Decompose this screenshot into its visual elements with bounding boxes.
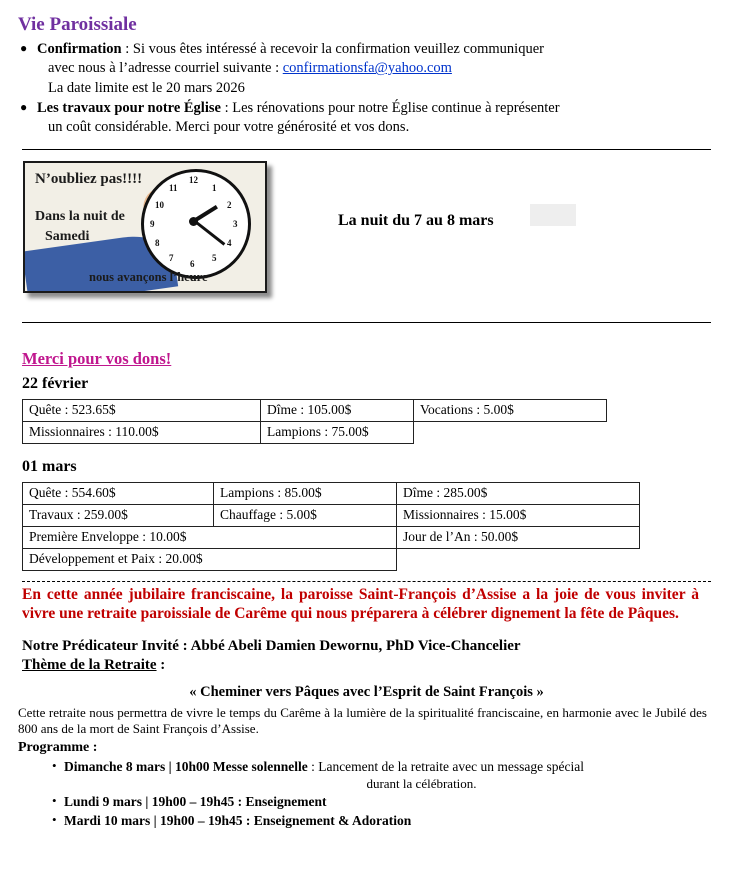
image-line-2: Dans la nuit de [35,209,125,225]
clock-number: 8 [155,238,160,249]
table-row [23,505,640,527]
bullet-dot-icon: • [52,757,57,773]
bullet-dot-icon: • [52,811,57,827]
bullet-dot-icon: ● [20,99,28,114]
bullet-text: Les rénovations pour notre Église continue à représenter [232,99,560,116]
table-cell: Dîme : 105.00$ [261,400,414,422]
clock-number: 6 [190,259,195,270]
clock-number: 3 [233,219,238,230]
bullet-label: Les travaux pour notre Église [37,99,221,116]
table-row [23,400,607,422]
clock-number: 11 [169,183,178,194]
divider-top [22,149,711,150]
table-cell: Jour de l’An : 50.00$ [397,527,640,549]
theme-quote: « Cheminer vers Pâques avec l’Esprit de Saint François » [189,684,544,701]
list-item [20,99,713,138]
image-line-3: Samedi [45,229,90,245]
highlight-box [530,204,576,226]
dons-date-2: 01 mars [22,458,77,476]
programme-item-bold: Lundi 9 mars | 19h00 – 19h45 : Enseignement [64,794,327,810]
dons-title [0,323,733,369]
clock-number: 10 [155,200,164,211]
predicateur-sep: : [178,638,191,655]
retreat-intro: En cette année jubilaire franciscaine, la paroisse Saint-François d’Assise a la joie de vous inviter à vivre une retraite paroissiale de Carême qui nous préparera à célébrer dignement la fête de Pâques. [22,586,699,623]
list-item [52,794,709,811]
bullet-sep: : [220,99,233,116]
programme-item-sub: durant la célébration. [366,775,477,791]
bullet-line3: La date limite est le 20 mars 2026 [48,79,245,96]
programme-list [0,756,733,830]
nuit-caption: La nuit du 7 au 8 mars [338,212,494,230]
clock-face-icon [141,169,251,279]
bullet-line2-prefix: avec nous à l’adresse courriel suivante : [48,60,283,77]
clock-number: 5 [212,253,217,264]
programme-item-rest: : Lancement de la retraite avec un message spécial [307,758,584,774]
clock-number: 2 [227,200,232,211]
table-row [23,422,607,444]
dons-title-text: Merci pour vos dons! [22,349,172,369]
bullet-sep: : [121,41,133,57]
page-title: Vie Paroissiale [18,14,137,35]
list-item [20,40,713,98]
theme-sep: : [156,657,166,674]
daylight-saving-image [23,161,267,293]
donations-table-2 [22,482,640,571]
table-cell: Missionnaires : 110.00$ [23,422,261,444]
bullet-line2 [37,59,713,78]
table-cell: Lampions : 85.00$ [214,483,397,505]
table-cell-empty [414,422,607,444]
list-item [52,813,709,830]
bullet-dot-icon: ● [20,41,28,55]
table-cell: Chauffage : 5.00$ [214,505,397,527]
clock-number: 1 [212,183,217,194]
theme-line [0,655,733,674]
bullet-dot-icon: • [52,793,57,809]
email-link[interactable]: confirmationsfa@yahoo.com [282,60,452,77]
predicateur-name: Abbé Abeli Damien Dewornu, PhD Vice-Chancelier [190,638,521,655]
table-row [23,527,640,549]
image-line-4: nous avançons l’heure [89,270,208,285]
image-line-1: N’oubliez pas!!!! [35,171,143,188]
programme-item-bold: Mardi 10 mars | 19h00 – 19h45 : Enseignement & Adoration [64,812,412,828]
bullet-text: Si vous êtes intéressé à recevoir la confirmation veuillez communiquer [132,41,544,57]
programme-item-bold: Dimanche 8 mars | 10h00 Messe solennelle [64,758,308,774]
list-item [52,759,709,792]
bullet-label: Confirmation [37,41,122,57]
predicateur-line [0,624,733,655]
clock-illustration-row [0,156,733,316]
bullet-line2: un coût considérable. Merci pour votre générosité et vos dons. [48,119,410,136]
clock-minute-hand [193,220,225,246]
dons-date-1: 22 février [22,375,89,393]
clock-number: 7 [169,253,174,264]
table-row [23,549,640,571]
programme-label: Programme : [18,739,98,755]
table-cell-empty [397,549,640,571]
table-cell: Vocations : 5.00$ [414,400,607,422]
table-cell: Développement et Paix : 20.00$ [23,549,397,571]
clock-number: 4 [227,238,232,249]
table-cell: Première Enveloppe : 10.00$ [23,527,397,549]
clock-number: 12 [189,175,198,186]
table-cell: Travaux : 259.00$ [23,505,214,527]
donations-table-1 [22,399,607,444]
table-cell: Quête : 554.60$ [23,483,214,505]
retreat-description: Cette retraite nous permettra de vivre le temps du Carême à la lumière de la spiritualité franciscaine, en harmonie avec le Jubilé des 800 ans de la mort de Saint François d’Assise. [18,705,707,737]
table-row [23,483,640,505]
table-cell: Quête : 523.65$ [23,400,261,422]
theme-label: Thème de la Retraite [22,657,157,674]
predicateur-label: Notre Prédicateur Invité [22,638,179,655]
table-cell: Missionnaires : 15.00$ [397,505,640,527]
table-cell: Dîme : 285.00$ [397,483,640,505]
table-cell: Lampions : 75.00$ [261,422,414,444]
clock-number: 9 [150,219,155,230]
vie-paroissiale-list [0,40,733,137]
